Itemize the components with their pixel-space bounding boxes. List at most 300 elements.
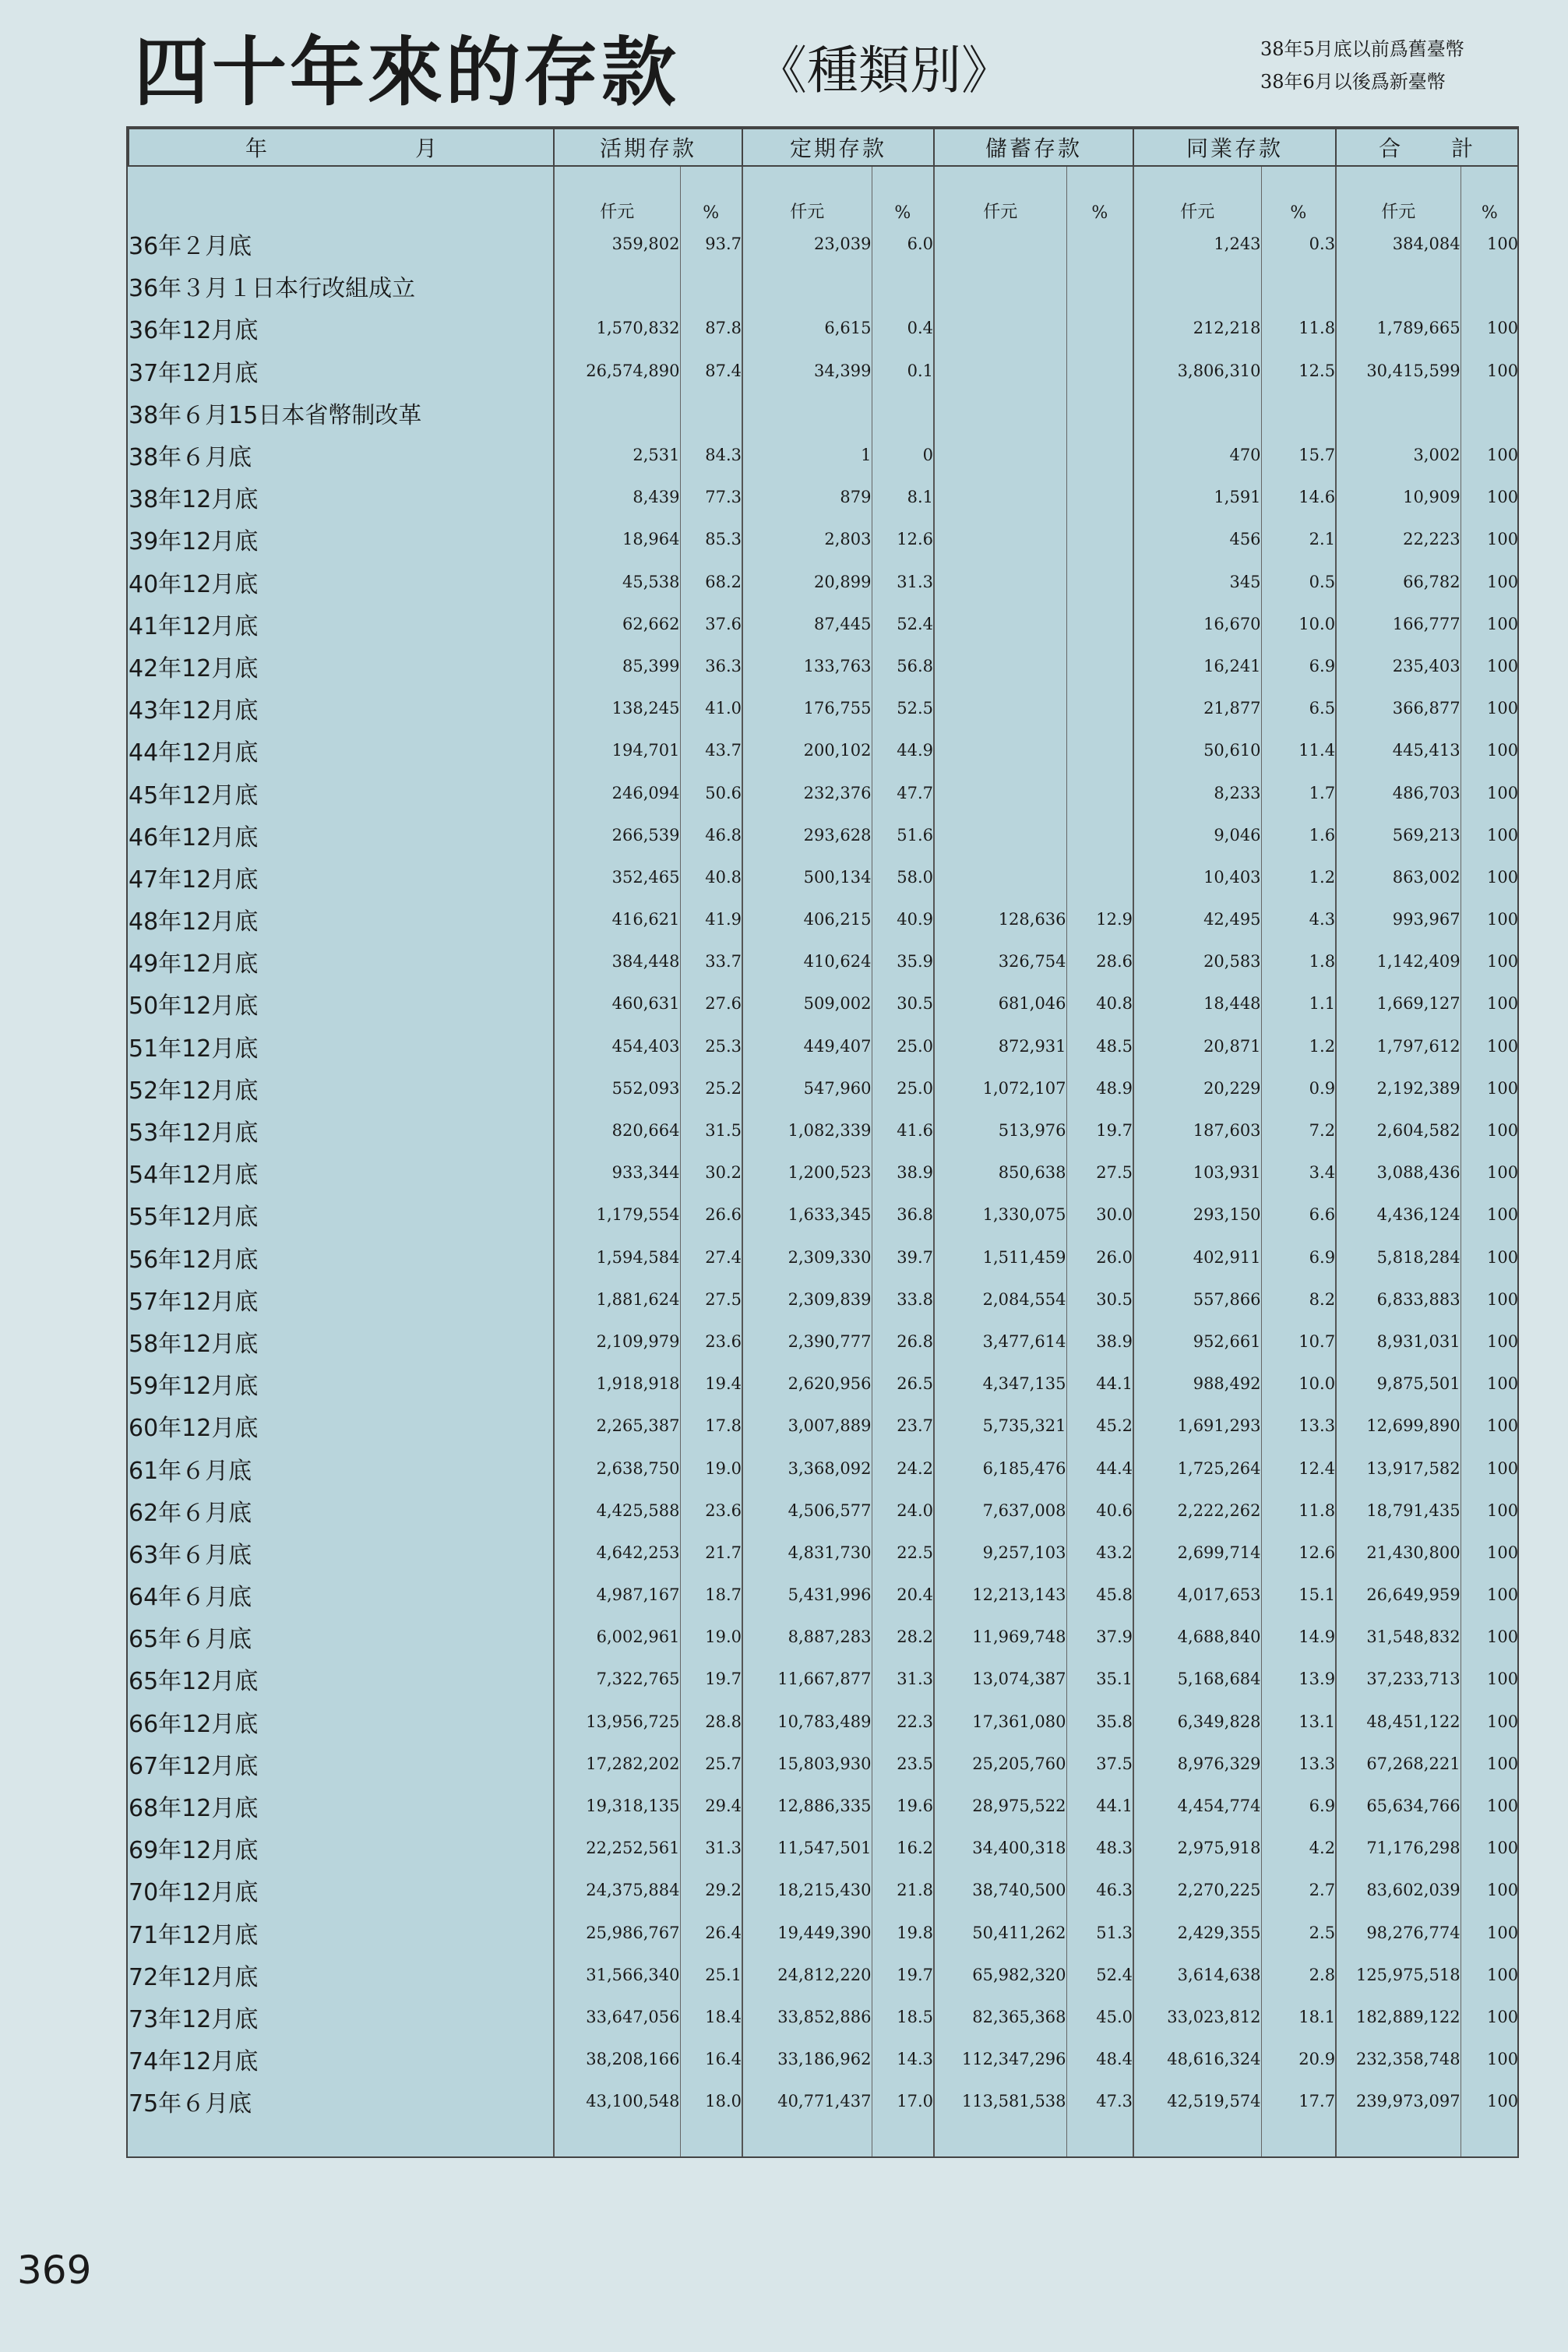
table-row xyxy=(129,1869,1518,1911)
period-cell: 56年12月底 xyxy=(129,1246,259,1274)
time-pct-cell: 20.4 xyxy=(872,1574,934,1616)
time-amount-cell: 20,899 xyxy=(742,561,872,603)
total-amount-cell: 125,975,518 xyxy=(1336,1954,1461,1996)
total-pct-cell: 100 xyxy=(1461,1236,1518,1278)
time-pct-cell: 36.8 xyxy=(872,1194,934,1236)
demand-pct-cell: 25.1 xyxy=(680,1954,742,1996)
time-pct-cell: 12.6 xyxy=(872,518,934,560)
demand-pct-cell: 25.2 xyxy=(680,1067,742,1109)
interbank-amount-cell: 8,976,329 xyxy=(1133,1743,1261,1785)
demand-pct-cell: 27.5 xyxy=(680,1278,742,1321)
period-cell: 36年２月底 xyxy=(129,233,252,261)
savings-amount-cell: 12,213,143 xyxy=(934,1574,1066,1616)
interbank-pct-cell: 1.2 xyxy=(1261,1025,1336,1067)
total-pct-cell: 100 xyxy=(1461,1109,1518,1151)
total-amount-cell: 486,703 xyxy=(1336,771,1461,813)
demand-pct-cell: 27.6 xyxy=(680,982,742,1024)
savings-amount-cell: 1,511,459 xyxy=(934,1236,1066,1278)
time-amount-cell: 449,407 xyxy=(742,1025,872,1067)
header-demand: 活期存款 xyxy=(554,129,742,166)
time-amount-cell: 11,667,877 xyxy=(742,1658,872,1700)
time-amount-cell: 10,783,489 xyxy=(742,1701,872,1743)
total-amount-cell: 569,213 xyxy=(1336,814,1461,856)
interbank-amount-cell: 20,583 xyxy=(1133,940,1261,982)
interbank-pct-cell: 13.1 xyxy=(1261,1701,1336,1743)
time-amount-cell: 15,803,930 xyxy=(742,1743,872,1785)
unit-row xyxy=(129,166,1518,223)
savings-amount-cell: 9,257,103 xyxy=(934,1532,1066,1574)
demand-pct-cell: 26.4 xyxy=(680,1912,742,1954)
total-amount-cell: 2,192,389 xyxy=(1336,1067,1461,1109)
total-pct-cell: 100 xyxy=(1461,1490,1518,1532)
total-amount-cell: 384,084 xyxy=(1336,223,1461,265)
unit-amount: 仟元 xyxy=(742,166,872,223)
demand-pct-cell: 21.7 xyxy=(680,1532,742,1574)
total-pct-cell: 100 xyxy=(1461,982,1518,1024)
demand-pct-cell: 87.4 xyxy=(680,350,742,392)
interbank-amount-cell: 2,429,355 xyxy=(1133,1912,1261,1954)
total-pct-cell: 100 xyxy=(1461,1151,1518,1194)
table-row xyxy=(129,1574,1518,1616)
table-row xyxy=(129,1743,1518,1785)
time-amount-cell: 232,376 xyxy=(742,771,872,813)
demand-pct-cell: 29.4 xyxy=(680,1785,742,1827)
demand-pct-cell: 19.4 xyxy=(680,1363,742,1405)
demand-amount-cell: 43,100,548 xyxy=(554,2080,680,2122)
time-pct-cell: 14.3 xyxy=(872,2038,934,2080)
demand-pct-cell xyxy=(680,265,742,307)
savings-pct-cell: 44.1 xyxy=(1066,1785,1133,1827)
time-pct-cell: 44.9 xyxy=(872,729,934,771)
period-cell: 59年12月底 xyxy=(129,1373,259,1401)
savings-pct-cell: 28.6 xyxy=(1066,940,1133,982)
unit-amount: 仟元 xyxy=(1133,166,1261,223)
demand-pct-cell: 18.0 xyxy=(680,2080,742,2122)
table-row xyxy=(129,265,1518,307)
period-cell: 44年12月底 xyxy=(129,739,259,767)
interbank-pct-cell: 20.9 xyxy=(1261,2038,1336,2080)
table-row xyxy=(129,940,1518,982)
savings-pct-cell xyxy=(1066,814,1133,856)
demand-pct-cell: 18.4 xyxy=(680,1996,742,2038)
total-pct-cell: 100 xyxy=(1461,518,1518,560)
table-row xyxy=(129,392,1518,434)
interbank-pct-cell: 12.6 xyxy=(1261,1532,1336,1574)
total-amount-cell: 10,909 xyxy=(1336,476,1461,518)
interbank-pct-cell: 11.8 xyxy=(1261,307,1336,349)
header-time: 定期存款 xyxy=(742,129,934,166)
savings-pct-cell: 51.3 xyxy=(1066,1912,1133,1954)
table-row xyxy=(129,1447,1518,1489)
savings-pct-cell xyxy=(1066,265,1133,307)
table-row xyxy=(129,1278,1518,1321)
page-subtitle: 《種類別》 xyxy=(756,41,1013,100)
savings-pct-cell xyxy=(1066,687,1133,729)
time-amount-cell: 547,960 xyxy=(742,1067,872,1109)
time-amount-cell: 4,831,730 xyxy=(742,1532,872,1574)
demand-amount-cell: 933,344 xyxy=(554,1151,680,1194)
demand-amount-cell: 2,638,750 xyxy=(554,1447,680,1489)
period-cell: 38年６月15日本省幣制改革 xyxy=(129,401,422,429)
interbank-amount-cell: 9,046 xyxy=(1133,814,1261,856)
period-cell: 38年12月底 xyxy=(129,486,259,514)
interbank-amount-cell: 557,866 xyxy=(1133,1278,1261,1321)
time-pct-cell xyxy=(872,392,934,434)
interbank-amount-cell: 402,911 xyxy=(1133,1236,1261,1278)
total-pct-cell: 100 xyxy=(1461,856,1518,898)
total-amount-cell: 3,002 xyxy=(1336,434,1461,476)
savings-amount-cell xyxy=(934,476,1066,518)
time-pct-cell: 28.2 xyxy=(872,1616,934,1658)
savings-pct-cell xyxy=(1066,561,1133,603)
interbank-pct-cell: 13.3 xyxy=(1261,1743,1336,1785)
savings-amount-cell: 850,638 xyxy=(934,1151,1066,1194)
total-pct-cell: 100 xyxy=(1461,1447,1518,1489)
unit-amount: 仟元 xyxy=(554,166,680,223)
time-pct-cell: 41.6 xyxy=(872,1109,934,1151)
time-pct-cell: 22.3 xyxy=(872,1701,934,1743)
savings-pct-cell: 27.5 xyxy=(1066,1151,1133,1194)
spacer-cell xyxy=(1336,2122,1461,2156)
total-amount-cell: 1,789,665 xyxy=(1336,307,1461,349)
demand-amount-cell: 33,647,056 xyxy=(554,1996,680,2038)
total-amount-cell: 9,875,501 xyxy=(1336,1363,1461,1405)
table-row xyxy=(129,518,1518,560)
interbank-pct-cell: 12.4 xyxy=(1261,1447,1336,1489)
savings-amount-cell: 128,636 xyxy=(934,898,1066,940)
time-amount-cell: 5,431,996 xyxy=(742,1574,872,1616)
savings-pct-cell: 37.9 xyxy=(1066,1616,1133,1658)
interbank-pct-cell: 2.5 xyxy=(1261,1912,1336,1954)
demand-pct-cell: 31.3 xyxy=(680,1827,742,1869)
total-amount-cell xyxy=(1336,265,1461,307)
total-amount-cell: 366,877 xyxy=(1336,687,1461,729)
demand-pct-cell: 17.8 xyxy=(680,1405,742,1447)
total-pct-cell: 100 xyxy=(1461,1869,1518,1911)
demand-amount-cell: 4,425,588 xyxy=(554,1490,680,1532)
total-amount-cell: 83,602,039 xyxy=(1336,1869,1461,1911)
demand-amount-cell: 85,399 xyxy=(554,645,680,687)
total-amount-cell: 26,649,959 xyxy=(1336,1574,1461,1616)
time-pct-cell: 0.4 xyxy=(872,307,934,349)
savings-amount-cell: 13,074,387 xyxy=(934,1658,1066,1700)
interbank-amount-cell: 1,591 xyxy=(1133,476,1261,518)
period-cell: 73年12月底 xyxy=(129,2005,259,2033)
savings-pct-cell: 37.5 xyxy=(1066,1743,1133,1785)
savings-pct-cell: 45.0 xyxy=(1066,1996,1133,2038)
table-row xyxy=(129,603,1518,645)
demand-amount-cell: 460,631 xyxy=(554,982,680,1024)
demand-pct-cell: 40.8 xyxy=(680,856,742,898)
interbank-pct-cell: 1.7 xyxy=(1261,771,1336,813)
total-pct-cell: 100 xyxy=(1461,1785,1518,1827)
spacer-cell xyxy=(554,2122,680,2156)
time-amount-cell: 34,399 xyxy=(742,350,872,392)
table-row xyxy=(129,1954,1518,1996)
demand-amount-cell: 22,252,561 xyxy=(554,1827,680,1869)
period-cell: 41年12月底 xyxy=(129,612,259,640)
savings-pct-cell: 48.9 xyxy=(1066,1067,1133,1109)
savings-amount-cell xyxy=(934,434,1066,476)
time-pct-cell: 31.3 xyxy=(872,1658,934,1700)
time-pct-cell xyxy=(872,265,934,307)
savings-pct-cell xyxy=(1066,729,1133,771)
total-amount-cell: 66,782 xyxy=(1336,561,1461,603)
interbank-amount-cell: 42,519,574 xyxy=(1133,2080,1261,2122)
savings-amount-cell xyxy=(934,645,1066,687)
period-cell: 42年12月底 xyxy=(129,654,259,682)
interbank-amount-cell: 187,603 xyxy=(1133,1109,1261,1151)
total-amount-cell: 1,797,612 xyxy=(1336,1025,1461,1067)
interbank-pct-cell: 12.5 xyxy=(1261,350,1336,392)
demand-pct-cell: 37.6 xyxy=(680,603,742,645)
savings-pct-cell: 38.9 xyxy=(1066,1321,1133,1363)
total-pct-cell: 100 xyxy=(1461,814,1518,856)
interbank-amount-cell: 2,222,262 xyxy=(1133,1490,1261,1532)
time-pct-cell: 39.7 xyxy=(872,1236,934,1278)
table-row xyxy=(129,1025,1518,1067)
interbank-pct-cell: 11.4 xyxy=(1261,729,1336,771)
period-cell: 65年12月底 xyxy=(129,1668,259,1696)
total-pct-cell: 100 xyxy=(1461,1278,1518,1321)
table-row xyxy=(129,1532,1518,1574)
demand-amount-cell: 1,881,624 xyxy=(554,1278,680,1321)
demand-amount-cell: 19,318,135 xyxy=(554,1785,680,1827)
time-amount-cell: 133,763 xyxy=(742,645,872,687)
interbank-pct-cell: 1.2 xyxy=(1261,856,1336,898)
time-pct-cell: 26.8 xyxy=(872,1321,934,1363)
interbank-pct-cell xyxy=(1261,392,1336,434)
period-cell: 51年12月底 xyxy=(129,1035,259,1063)
interbank-amount-cell: 20,229 xyxy=(1133,1067,1261,1109)
demand-amount-cell: 2,109,979 xyxy=(554,1321,680,1363)
savings-amount-cell xyxy=(934,561,1066,603)
savings-pct-cell: 45.8 xyxy=(1066,1574,1133,1616)
period-cell: 62年６月底 xyxy=(129,1499,252,1527)
interbank-amount-cell: 4,688,840 xyxy=(1133,1616,1261,1658)
table-row xyxy=(129,771,1518,813)
header-year-month xyxy=(129,129,554,166)
demand-amount-cell: 7,322,765 xyxy=(554,1658,680,1700)
period-cell: 65年６月底 xyxy=(129,1626,252,1654)
demand-amount-cell: 45,538 xyxy=(554,561,680,603)
demand-amount-cell: 6,002,961 xyxy=(554,1616,680,1658)
demand-pct-cell: 46.8 xyxy=(680,814,742,856)
page-title: 四十年來的存款 xyxy=(134,29,679,116)
header-month: 月 xyxy=(415,136,438,161)
time-pct-cell: 21.8 xyxy=(872,1869,934,1911)
savings-amount-cell xyxy=(934,350,1066,392)
time-pct-cell: 40.9 xyxy=(872,898,934,940)
savings-amount-cell: 681,046 xyxy=(934,982,1066,1024)
period-cell: 68年12月底 xyxy=(129,1795,259,1823)
total-pct-cell: 100 xyxy=(1461,1954,1518,1996)
interbank-pct-cell: 3.4 xyxy=(1261,1151,1336,1194)
total-amount-cell: 993,967 xyxy=(1336,898,1461,940)
demand-amount-cell: 4,642,253 xyxy=(554,1532,680,1574)
interbank-pct-cell: 2.1 xyxy=(1261,518,1336,560)
demand-amount-cell: 13,956,725 xyxy=(554,1701,680,1743)
savings-pct-cell: 35.1 xyxy=(1066,1658,1133,1700)
time-pct-cell: 58.0 xyxy=(872,856,934,898)
demand-pct-cell: 84.3 xyxy=(680,434,742,476)
unit-amount: 仟元 xyxy=(934,166,1066,223)
time-amount-cell: 19,449,390 xyxy=(742,1912,872,1954)
demand-pct-cell: 50.6 xyxy=(680,771,742,813)
interbank-amount-cell: 3,614,638 xyxy=(1133,1954,1261,1996)
savings-amount-cell: 25,205,760 xyxy=(934,1743,1066,1785)
demand-pct-cell: 41.0 xyxy=(680,687,742,729)
demand-pct-cell: 43.7 xyxy=(680,729,742,771)
savings-pct-cell xyxy=(1066,603,1133,645)
time-pct-cell: 35.9 xyxy=(872,940,934,982)
period-cell: 75年６月底 xyxy=(129,2090,252,2118)
time-amount-cell xyxy=(742,265,872,307)
time-pct-cell: 25.0 xyxy=(872,1025,934,1067)
total-pct-cell: 100 xyxy=(1461,2038,1518,2080)
total-pct-cell: 100 xyxy=(1461,603,1518,645)
total-amount-cell: 182,889,122 xyxy=(1336,1996,1461,2038)
demand-amount-cell: 31,566,340 xyxy=(554,1954,680,1996)
savings-pct-cell: 26.0 xyxy=(1066,1236,1133,1278)
total-pct-cell xyxy=(1461,392,1518,434)
table-body xyxy=(129,166,1518,2156)
time-pct-cell: 16.2 xyxy=(872,1827,934,1869)
period-cell: 40年12月底 xyxy=(129,570,259,598)
savings-amount-cell: 113,581,538 xyxy=(934,2080,1066,2122)
total-amount-cell: 98,276,774 xyxy=(1336,1912,1461,1954)
savings-amount-cell: 28,975,522 xyxy=(934,1785,1066,1827)
total-amount-cell: 48,451,122 xyxy=(1336,1701,1461,1743)
total-pct-cell: 100 xyxy=(1461,1405,1518,1447)
time-pct-cell: 33.8 xyxy=(872,1278,934,1321)
period-cell: 49年12月底 xyxy=(129,950,259,979)
time-pct-cell: 19.8 xyxy=(872,1912,934,1954)
savings-amount-cell xyxy=(934,814,1066,856)
savings-amount-cell: 50,411,262 xyxy=(934,1912,1066,1954)
demand-pct-cell: 27.4 xyxy=(680,1236,742,1278)
interbank-pct-cell: 17.7 xyxy=(1261,2080,1336,2122)
period-cell: 36年３月１日本行改組成立 xyxy=(129,275,416,303)
demand-amount-cell: 4,987,167 xyxy=(554,1574,680,1616)
table-row xyxy=(129,1194,1518,1236)
period-cell: 57年12月底 xyxy=(129,1288,259,1316)
savings-pct-cell: 30.5 xyxy=(1066,1278,1133,1321)
time-pct-cell: 17.0 xyxy=(872,2080,934,2122)
table-bottom-spacer xyxy=(129,2122,1518,2156)
time-pct-cell: 52.5 xyxy=(872,687,934,729)
header-total: 合 計 xyxy=(1336,129,1518,166)
time-pct-cell: 24.0 xyxy=(872,1490,934,1532)
time-pct-cell: 26.5 xyxy=(872,1363,934,1405)
spacer-cell xyxy=(872,2122,934,2156)
total-amount-cell: 67,268,221 xyxy=(1336,1743,1461,1785)
table-row xyxy=(129,687,1518,729)
interbank-amount-cell: 1,725,264 xyxy=(1133,1447,1261,1489)
interbank-pct-cell: 10.0 xyxy=(1261,1363,1336,1405)
total-pct-cell: 100 xyxy=(1461,940,1518,982)
total-amount-cell: 1,142,409 xyxy=(1336,940,1461,982)
demand-amount-cell: 138,245 xyxy=(554,687,680,729)
savings-amount-cell: 82,365,368 xyxy=(934,1996,1066,2038)
total-amount-cell: 239,973,097 xyxy=(1336,2080,1461,2122)
interbank-pct-cell: 14.6 xyxy=(1261,476,1336,518)
period-cell: 53年12月底 xyxy=(129,1120,259,1148)
demand-amount-cell: 1,179,554 xyxy=(554,1194,680,1236)
demand-amount-cell: 62,662 xyxy=(554,603,680,645)
period-cell: 61年６月底 xyxy=(129,1457,252,1485)
interbank-amount-cell: 1,243 xyxy=(1133,223,1261,265)
period-cell: 60年12月底 xyxy=(129,1415,259,1443)
table-row xyxy=(129,1912,1518,1954)
total-amount-cell: 166,777 xyxy=(1336,603,1461,645)
savings-pct-cell: 43.2 xyxy=(1066,1532,1133,1574)
interbank-pct-cell: 6.6 xyxy=(1261,1194,1336,1236)
interbank-amount-cell: 345 xyxy=(1133,561,1261,603)
interbank-amount-cell: 20,871 xyxy=(1133,1025,1261,1067)
total-pct-cell: 100 xyxy=(1461,476,1518,518)
total-amount-cell: 1,669,127 xyxy=(1336,982,1461,1024)
table-row xyxy=(129,1067,1518,1109)
interbank-amount-cell: 4,454,774 xyxy=(1133,1785,1261,1827)
total-pct-cell: 100 xyxy=(1461,1363,1518,1405)
interbank-amount-cell: 8,233 xyxy=(1133,771,1261,813)
demand-amount-cell: 8,439 xyxy=(554,476,680,518)
period-cell: 69年12月底 xyxy=(129,1837,259,1865)
table-row xyxy=(129,729,1518,771)
interbank-amount-cell: 6,349,828 xyxy=(1133,1701,1261,1743)
total-pct-cell: 100 xyxy=(1461,223,1518,265)
interbank-pct-cell: 6.9 xyxy=(1261,645,1336,687)
savings-pct-cell: 47.3 xyxy=(1066,2080,1133,2122)
total-pct-cell: 100 xyxy=(1461,1827,1518,1869)
total-pct-cell xyxy=(1461,265,1518,307)
demand-amount-cell: 352,465 xyxy=(554,856,680,898)
demand-amount-cell: 820,664 xyxy=(554,1109,680,1151)
savings-amount-cell: 6,185,476 xyxy=(934,1447,1066,1489)
interbank-amount-cell: 988,492 xyxy=(1133,1363,1261,1405)
time-pct-cell: 38.9 xyxy=(872,1151,934,1194)
time-amount-cell: 3,007,889 xyxy=(742,1405,872,1447)
savings-amount-cell xyxy=(934,518,1066,560)
total-pct-cell: 100 xyxy=(1461,1996,1518,2038)
total-pct-cell: 100 xyxy=(1461,561,1518,603)
total-amount-cell: 31,548,832 xyxy=(1336,1616,1461,1658)
time-pct-cell: 24.2 xyxy=(872,1447,934,1489)
total-amount-cell: 5,818,284 xyxy=(1336,1236,1461,1278)
time-pct-cell: 19.6 xyxy=(872,1785,934,1827)
demand-amount-cell: 266,539 xyxy=(554,814,680,856)
demand-pct-cell: 25.3 xyxy=(680,1025,742,1067)
interbank-amount-cell: 16,670 xyxy=(1133,603,1261,645)
demand-pct-cell: 18.7 xyxy=(680,1574,742,1616)
interbank-amount-cell: 42,495 xyxy=(1133,898,1261,940)
savings-pct-cell xyxy=(1066,771,1133,813)
interbank-pct-cell: 11.8 xyxy=(1261,1490,1336,1532)
interbank-amount-cell: 2,699,714 xyxy=(1133,1532,1261,1574)
period-cell: 64年６月底 xyxy=(129,1584,252,1612)
savings-pct-cell xyxy=(1066,392,1133,434)
unit-pct: % xyxy=(872,166,934,223)
time-amount-cell: 200,102 xyxy=(742,729,872,771)
time-amount-cell: 410,624 xyxy=(742,940,872,982)
period-cell: 45年12月底 xyxy=(129,781,259,809)
table-row xyxy=(129,561,1518,603)
interbank-amount-cell: 1,691,293 xyxy=(1133,1405,1261,1447)
spacer-cell xyxy=(1461,2122,1518,2156)
savings-amount-cell: 5,735,321 xyxy=(934,1405,1066,1447)
interbank-pct-cell: 0.3 xyxy=(1261,223,1336,265)
